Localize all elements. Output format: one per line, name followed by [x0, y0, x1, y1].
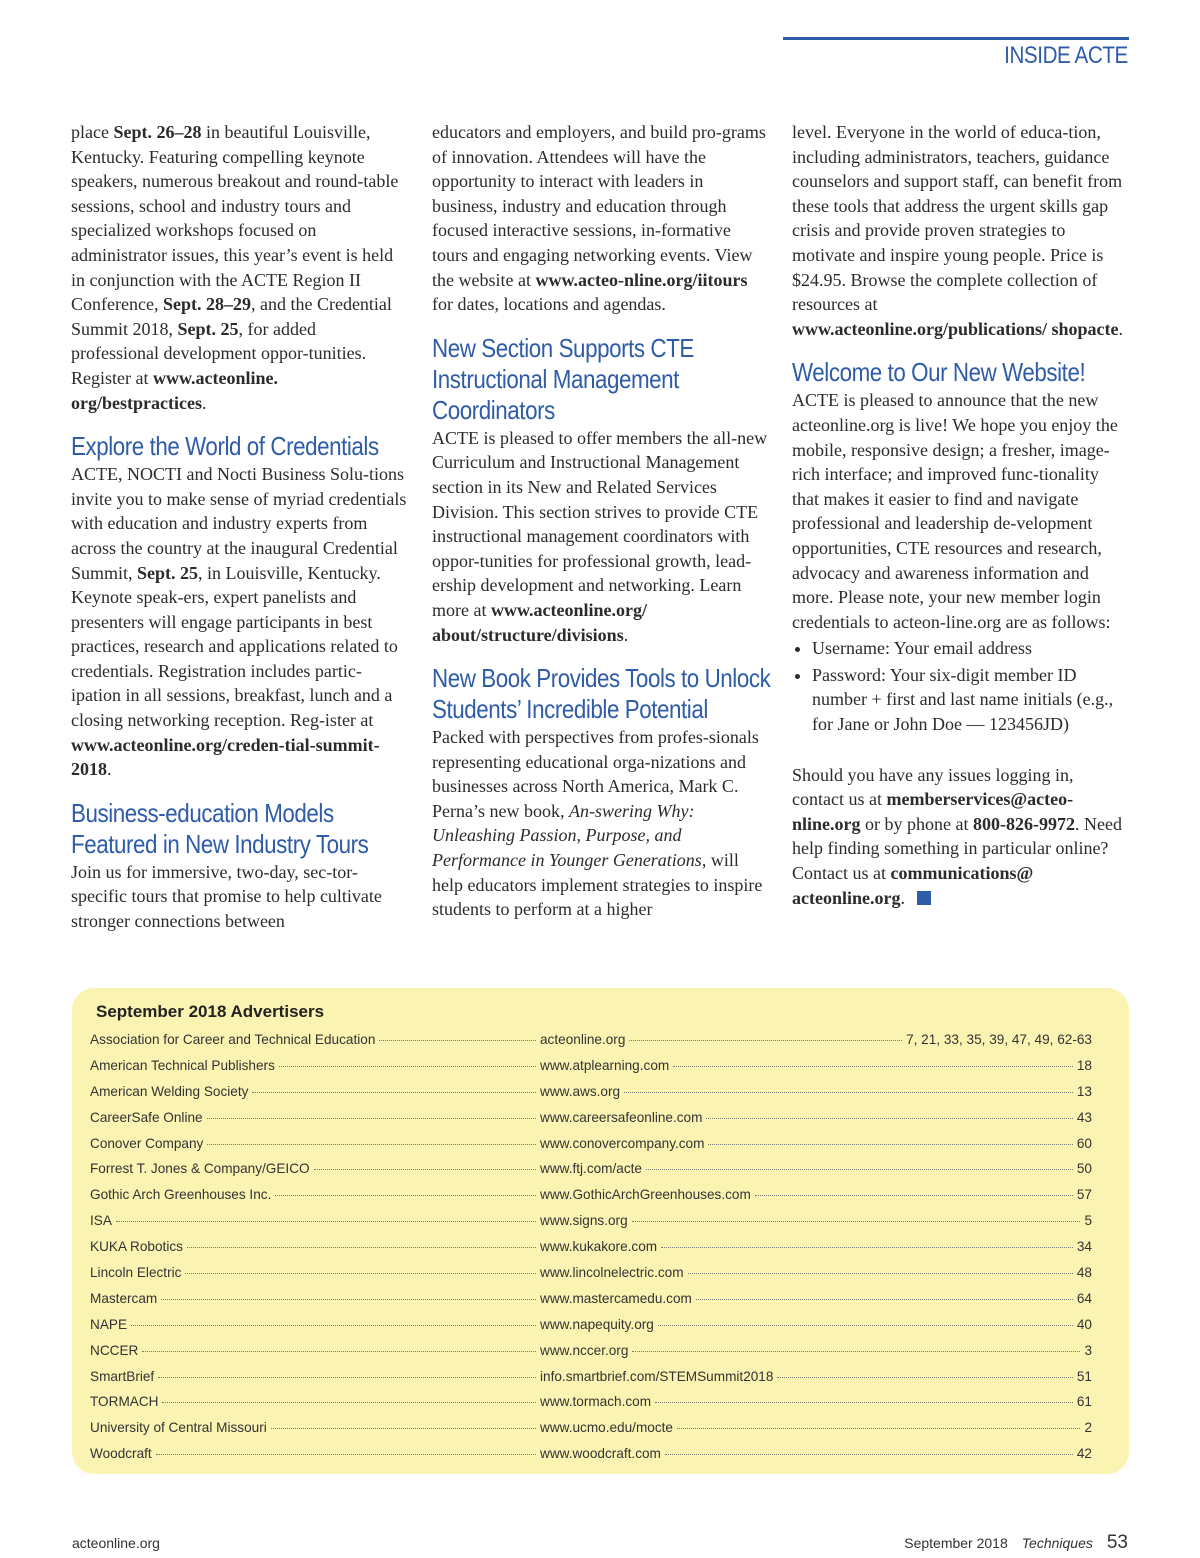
advertisers-title: September 2018 Advertisers — [96, 1002, 325, 1021]
dot-leader — [275, 1195, 536, 1196]
advertiser-name: Conover Company — [90, 1135, 204, 1151]
book-title: An-swering Why: Unleashing Passion, Purpose, and Performance in Younger Generations — [432, 800, 702, 871]
link-communications-email[interactable]: communications@ acteonline.org — [792, 863, 1034, 908]
advertiser-website[interactable]: www.conovercompany.com — [540, 1135, 705, 1151]
advertiser-pages: 2 — [1084, 1420, 1092, 1436]
advertiser-name: KUKA Robotics — [90, 1239, 183, 1255]
heading-credentials: Explore the World of Credentials — [71, 431, 379, 462]
dot-leader — [673, 1066, 1073, 1067]
heading-new-website: Welcome to Our New Website! — [792, 357, 1086, 388]
end-mark-icon — [917, 891, 931, 905]
advertiser-row — [90, 1084, 1092, 1110]
advertiser-pages: 57 — [1076, 1187, 1092, 1203]
advertisers-box — [72, 988, 1129, 1474]
paragraph: level. Everyone in the world of educa-tion, including administrators, teachers, guidance counselors and support staff, can benefit from these tools that address the urgent skills gap crisis and provide proven strategies to motivate and inspire young people. Price is $24.95. Browse the complete collection of resources at www.acteonline.org/publications/ shopacte. — [792, 122, 1124, 339]
credentials-list — [792, 636, 1128, 736]
advertiser-pages: 48 — [1076, 1265, 1092, 1281]
advertiser-row — [90, 1291, 1092, 1317]
dot-leader — [696, 1299, 1073, 1300]
dot-leader — [252, 1092, 536, 1093]
footer-page-info — [904, 1532, 1128, 1554]
dot-leader — [162, 1402, 536, 1403]
advertiser-website[interactable]: www.napequity.org — [540, 1316, 654, 1332]
page-number: 53 — [1106, 1532, 1128, 1553]
paragraph: place Sept. 26–28 in beautiful Louisville, Kentucky. Featuring compelling keynote speakers, numerous breakout and round-table sessions, school and industry tours and specialized workshops focused on administrator issues, this year’s event is held in conjunction with the ACTE Region II Conference, Sept. 28–29, and the Credential Summit 2018, Sept. 25, for added professional development oppor-tunities. Register at www.acteonline. org/bestpractices. — [71, 122, 399, 413]
dot-leader — [207, 1144, 536, 1145]
column-1 — [71, 120, 407, 934]
advertiser-row — [90, 1420, 1092, 1446]
advertiser-row — [90, 1394, 1092, 1420]
section-label: INSIDE ACTE — [1004, 42, 1128, 69]
dot-leader — [646, 1169, 1073, 1170]
advertiser-row — [90, 1265, 1092, 1291]
advertiser-row — [90, 1032, 1092, 1058]
advertiser-name: CareerSafe Online — [90, 1109, 203, 1125]
advertiser-pages: 3 — [1084, 1342, 1092, 1358]
advertiser-row — [90, 1187, 1092, 1213]
advertiser-pages: 43 — [1076, 1109, 1092, 1125]
advertiser-row — [90, 1136, 1092, 1162]
heading-industry-tours: Business-education Models Featured in New Industry Tours — [71, 797, 369, 859]
advertiser-pages: 50 — [1076, 1161, 1092, 1177]
link-iitours[interactable]: www.acteo-nline.org/iitours — [535, 269, 748, 290]
advertiser-pages: 61 — [1076, 1394, 1092, 1410]
dot-leader — [131, 1325, 536, 1326]
dot-leader — [185, 1273, 536, 1274]
dot-leader — [379, 1040, 536, 1041]
advertiser-pages: 18 — [1076, 1057, 1092, 1073]
advertiser-row — [90, 1343, 1092, 1369]
advertiser-name: Forrest T. Jones & Company/GEICO — [90, 1161, 310, 1177]
advertiser-row — [90, 1369, 1092, 1395]
advertiser-row — [90, 1213, 1092, 1239]
dot-leader — [632, 1351, 1080, 1352]
paragraph: Join us for immersive, two-day, sec-tor-specific tours that promise to help cultivate stronger connections between — [71, 861, 382, 932]
advertisers-list — [90, 1032, 1092, 1472]
dot-leader — [314, 1169, 536, 1170]
list-item: • Username: Your email address — [812, 636, 1128, 661]
advertiser-pages: 13 — [1076, 1083, 1092, 1099]
advertiser-row — [90, 1058, 1092, 1084]
link-memberservices-email[interactable]: memberservices@acteo-nline.org — [792, 789, 1074, 834]
advertiser-pages: 64 — [1076, 1290, 1092, 1306]
dot-leader — [279, 1066, 536, 1067]
link-divisions[interactable]: www.acteonline.org/ about/structure/divisions — [432, 599, 647, 645]
header-rule — [783, 37, 1129, 40]
dot-leader — [158, 1377, 536, 1378]
dot-leader — [708, 1144, 1072, 1145]
dot-leader — [187, 1247, 536, 1248]
dot-leader — [706, 1118, 1072, 1119]
dot-leader — [688, 1273, 1073, 1274]
dot-leader — [271, 1428, 536, 1429]
advertiser-name: American Technical Publishers — [90, 1057, 275, 1073]
column-3 — [792, 120, 1128, 910]
advertiser-name: American Welding Society — [90, 1083, 249, 1099]
paragraph: educators and employers, and build pro-grams of innovation. Attendees will have the opportunity to interact with leaders in business, industry and education through focused interactive sessions, in-formative tours and engaging networking events. View the website at www.acteo-nline.org/iitours for dates, locations and agendas. — [432, 122, 766, 315]
advertiser-website[interactable]: www.woodcraft.com — [540, 1446, 661, 1462]
dot-leader — [629, 1040, 902, 1041]
footer-magazine: Techniques — [1021, 1535, 1093, 1551]
column-2 — [432, 120, 771, 922]
paragraph: ACTE is pleased to offer members the all-new Curriculum and Instructional Management section in its New and Related Services Division. This section strives to provide CTE instructional management coordinators with oppor-tunities for professional growth, lead-ership development and networking. Learn more at www.acteonline.org/ about/structure/divisions. — [432, 427, 768, 645]
advertiser-name: Lincoln Electric — [90, 1265, 182, 1281]
advertiser-website[interactable]: www.ucmo.edu/mocte — [540, 1420, 673, 1436]
paragraph: Should you have any issues logging in, contact us at memberservices@acteo-nline.org or by phone at 800-826-9972. Need help finding something in particular online? Contact us at communications@ acteonline.org. — [792, 764, 1122, 908]
advertiser-website[interactable]: info.smartbrief.com/STEMSummit2018 — [540, 1368, 774, 1384]
advertiser-pages: 40 — [1076, 1316, 1092, 1332]
dot-leader — [755, 1195, 1073, 1196]
advertiser-row — [90, 1239, 1092, 1265]
advertiser-website[interactable]: www.kukakore.com — [540, 1239, 658, 1255]
paragraph: Packed with perspectives from profes-sionals representing educational orga-nizations and businesses across North America, Mark C. Perna’s new book, An-swering Why: Unleashing Passion, Purpose, and Performance in Younger Generations, will help educators implement strategies to inspire students to perform at a higher — [432, 727, 763, 920]
advertiser-name: Gothic Arch Greenhouses Inc. — [90, 1187, 272, 1203]
link-bestpractices[interactable]: www.acteonline. org/bestpractices — [71, 367, 278, 413]
dot-leader — [661, 1247, 1073, 1248]
advertiser-name: ISA — [90, 1213, 112, 1229]
advertiser-website[interactable]: www.GothicArchGreenhouses.com — [540, 1187, 751, 1203]
dot-leader — [142, 1351, 536, 1352]
link-credential-summit[interactable]: www.acteonline.org/creden-tial-summit-2018 — [71, 734, 380, 780]
paragraph: ACTE, NOCTI and Nocti Business Solu-tions invite you to make sense of myriad credentials with education and industry experts from across the country at the inaugural Credential Summit, Sept. 25, in Louisville, Kentucky. Keynote speak-ers, expert panelists and presenters will engage participants in best practices, research and applications related to credentials. Registration includes partic-ipation in all sessions, breakfast, lunch and a closing networking reception. Reg-ister at www.acteonline.org/creden-tial-summit-2018. — [71, 464, 407, 780]
advertiser-website[interactable]: www.mastercamedu.com — [540, 1290, 692, 1306]
advertiser-website[interactable]: www.careersafeonline.com — [540, 1109, 703, 1125]
advertiser-website[interactable]: www.tormach.com — [540, 1394, 652, 1410]
advertiser-name: TORMACH — [90, 1394, 159, 1410]
advertiser-pages: 51 — [1076, 1368, 1092, 1384]
advertiser-pages: 60 — [1076, 1135, 1092, 1151]
advertiser-row — [90, 1161, 1092, 1187]
dot-leader — [632, 1221, 1081, 1222]
advertiser-website[interactable]: www.ftj.com/acte — [540, 1161, 642, 1177]
dot-leader — [116, 1221, 536, 1222]
footer-issue: September 2018 — [904, 1535, 1008, 1551]
advertiser-website[interactable]: www.nccer.org — [540, 1342, 629, 1358]
advertiser-row — [90, 1317, 1092, 1343]
advertiser-name: SmartBrief — [90, 1368, 155, 1384]
dot-leader — [777, 1377, 1072, 1378]
advertiser-website[interactable]: www.aws.org — [540, 1083, 621, 1099]
advertiser-row — [90, 1110, 1092, 1136]
advertiser-name: Association for Career and Technical Education — [90, 1032, 376, 1047]
advertiser-website[interactable]: www.signs.org — [540, 1213, 628, 1229]
footer-site: acteonline.org — [72, 1535, 160, 1551]
list-item: • Password: Your six-digit member ID number + first and last name initials (e.g., for Jane or John Doe — 123456JD) — [812, 663, 1128, 737]
heading-new-book: New Book Provides Tools to Unlock Students’ Incredible Potential — [432, 663, 771, 725]
advertiser-row — [90, 1446, 1092, 1472]
dot-leader — [156, 1454, 536, 1455]
advertiser-pages: 7, 21, 33, 35, 39, 47, 49, 62-63 — [906, 1032, 1092, 1047]
phone-number: 800-826-9972 — [973, 813, 1075, 834]
dot-leader — [655, 1402, 1073, 1403]
dot-leader — [665, 1454, 1073, 1455]
advertiser-pages: 34 — [1076, 1239, 1092, 1255]
advertiser-website[interactable]: acteonline.org — [540, 1032, 626, 1047]
link-shopacte[interactable]: www.acteonline.org/publications/ shopacte — [792, 318, 1119, 339]
paragraph: ACTE is pleased to announce that the new acteonline.org is live! We hope you enjoy the mobile, responsive design; a fresher, image-rich interface; and improved func-tionality that makes it easier to find and navigate professional and leadership de-velopment opportunities, CTE resources and research, advocacy and awareness information and more. Please note, your new member login credentials to acteon-line.org are as follows: — [792, 390, 1118, 632]
advertiser-pages: 5 — [1084, 1213, 1092, 1229]
dot-leader — [207, 1118, 536, 1119]
dot-leader — [658, 1325, 1073, 1326]
advertiser-pages: 42 — [1076, 1446, 1092, 1462]
advertiser-name: NAPE — [90, 1316, 128, 1332]
advertiser-name: NCCER — [90, 1342, 139, 1358]
heading-new-section: New Section Supports CTE Instructional Management Coordinators — [432, 332, 694, 425]
dot-leader — [624, 1092, 1073, 1093]
advertiser-name: Mastercam — [90, 1290, 158, 1306]
advertiser-website[interactable]: www.lincolnelectric.com — [540, 1265, 684, 1281]
dot-leader — [161, 1299, 536, 1300]
dot-leader — [677, 1428, 1080, 1429]
advertiser-name: University of Central Missouri — [90, 1420, 267, 1436]
advertiser-website[interactable]: www.atplearning.com — [540, 1057, 670, 1073]
advertiser-name: Woodcraft — [90, 1446, 152, 1462]
